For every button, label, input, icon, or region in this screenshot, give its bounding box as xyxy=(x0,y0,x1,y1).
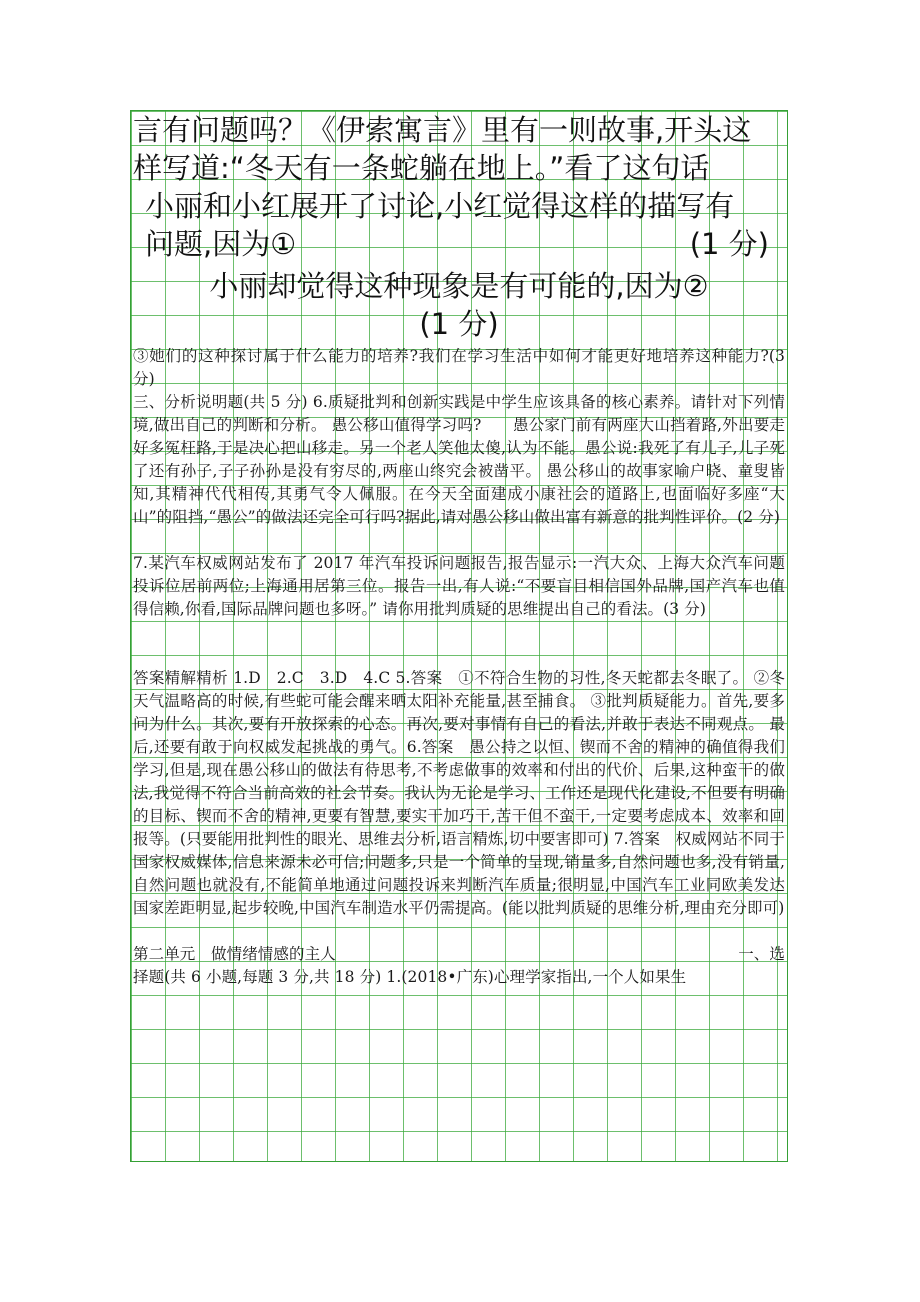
answers-block: 答案精解精析 1.D 2.C 3.D 4.C 5.答案 ①不符合生物的习性,冬天蛇都去冬眠了。 ②冬天气温略高的时候,有些蛇可能会醒来晒太阳补充能量,甚至捕食。 ③批判质疑能力。首先,要多问为什么。其次,要有开放探索的心态。再次,要对事情有自己的看法,并敢于表达不同观点。 最后,还要有敢于向权威发起挑战的勇气。6.答案 愚公持之以恒、锲而不舍的精神的确值得我们学习,但是,现在愚公移山的做法有待思考,不考虑做事的效率和付出的代价、后果,这种蛮干的做法,我觉得不符合当前高效的社会节奏。我认为无论是学习、工作还是现代化建设,不但要有明确的目标、锲而不舍的精神,更要有智慧,要实干加巧干,苦干但不蛮干,一定要考虑成本、效率和回报等。(只要能用批判性的眼光、思维去分析,语言精炼,切中要害即可) 7.答案 权威网站不同于国家权威媒体,信息来源未必可信;问题多,只是一个简单的呈现,销量多,自然问题也多,没有销量,自然问题也就没有,不能简单地通过问题投诉来判断汽车质量;很明显,中国汽车工业同欧美发达国家差距明显,起步较晚,中国汽车制造水平仍需提高。(能以批判质疑的思维分析,理由充分即可) xyxy=(133,669,785,917)
q5-line-2: 样写道:“冬天有一条蛇躺在地上。”看了这句话 xyxy=(133,151,710,185)
q5-sub-question-3: ③她们的这种探讨属于什么能力的培养?我们在学习生活中如何才能更好地培养这种能力?(3 分) xyxy=(133,347,785,388)
q5-blank-1-prompt: 问题,因为① xyxy=(145,227,297,261)
unit2-q1-start: 择题(共 6 小题,每题 3 分,共 18 分) 1.(2018•广东)心理学家指出,一个人如果生 xyxy=(133,968,687,986)
q5-score-1: (1 分) xyxy=(689,227,769,261)
section3-q6: 三、分析说明题(共 5 分) 6.质疑批判和创新实践是中学生应该具备的核心素养。请针对下列情境,做出自己的判断和分析。 愚公移山值得学习吗? 愚公家门前有两座大山挡着路,外出要走好多冤枉路,于是决心把山移走。另一个老人笑他太傻,认为不能。愚公说:我死了有儿子,儿子死了还有孙子,子子孙孙是没有穷尽的,两座山终究会被凿平。 愚公移山的故事家喻户晓、童叟皆知,其精神代代相传,其勇气令人佩服。在今天全面建成小康社会的道路上,也面临好多座“大山”的阻挡,“愚公”的做法还完全可行吗?据此,请对愚公移山做出富有新意的批判性评价。(2 分) xyxy=(133,393,785,526)
unit2-title-row xyxy=(131,943,787,966)
q5-line-5: 小丽却觉得这种现象是有可能的,因为② xyxy=(209,269,709,303)
q5-line-3: 小丽和小红展开了讨论,小红觉得这样的描写有 xyxy=(145,189,735,223)
q5-line-1: 言有问题吗？《伊索寓言》里有一则故事,开头这 xyxy=(133,113,752,147)
unit2-title: 第二单元 做情绪情感的主人 xyxy=(133,945,336,963)
q5-line-4 xyxy=(131,225,787,263)
section3-q7: 7.某汽车权威网站发布了 2017 年汽车投诉问题报告,报告显示:一汽大众、上海大众汽车问题投诉位居前两位;上海通用居第三位。报告一出,有人说:“不要盲目相信国外品牌,国产汽车也值得信赖,你看,国际品牌问题也多呀。” 请你用批判质疑的思维提出自己的看法。(3 分) xyxy=(133,554,785,618)
section1-heading-start: 一、选 xyxy=(738,945,785,963)
q5-score-2: (1 分) xyxy=(419,307,499,341)
grid-sheet xyxy=(130,110,788,1162)
spacer xyxy=(131,529,787,552)
spacer xyxy=(131,621,787,644)
page-content xyxy=(131,111,787,989)
spacer xyxy=(131,920,787,943)
spacer xyxy=(131,644,787,667)
